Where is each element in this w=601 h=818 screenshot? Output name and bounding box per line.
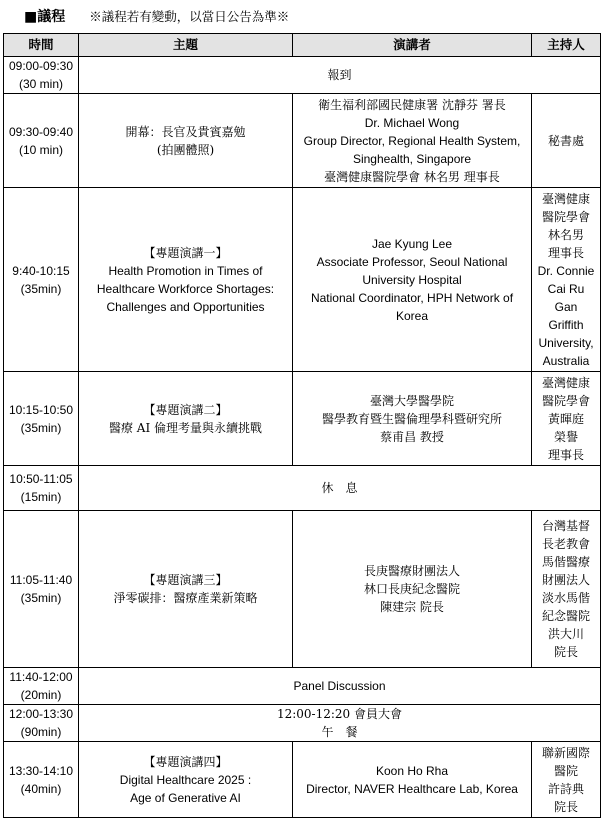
topic-cell-line: (拍團體照) [156,142,215,157]
topic-cell-line: 【專題演講一】 [143,245,228,260]
time-cell-line: (35min) [20,281,62,296]
merged-cell-line: Panel Discussion [293,679,386,693]
host-cell-line: 許詩典 [547,781,584,796]
time-cell-line: 11:05-11:40 [9,573,73,587]
time-cell [4,57,79,94]
host-cell-line: Griffith [548,317,584,332]
time-cell-line: 13:30-14:10 [8,763,74,778]
table-row [4,668,601,705]
topic-cell-line: 【專題演講四】 [143,754,228,769]
time-cell [4,511,79,668]
host-cell-line: 院長 [553,799,578,814]
topic-cell-line: Age of Generative AI [130,790,241,805]
time-cell [4,466,79,511]
host-cell-line: University, [538,335,594,350]
table-row [4,94,601,188]
host-cell-line: 洪大川 [547,627,584,641]
time-cell-line: 10:50-11:05 [9,472,73,486]
merged-cell [79,57,601,94]
table-row [4,188,601,372]
speaker-cell-line: 陳建宗 院長 [380,600,444,614]
agenda-title: ■議程 [24,9,66,25]
host-cell [532,742,601,818]
host-cell-line: 聯新國際 [541,745,590,760]
table-row [4,742,601,818]
merged-cell [79,705,601,742]
merged-cell [79,466,601,511]
topic-cell-line: Challenges and Opportunities [106,299,265,314]
host-cell-line: 臺灣健康 [541,375,590,390]
host-cell-line: 醫院學會 [541,209,590,224]
speaker-cell-line: 蔡甫昌 教授 [380,429,444,444]
host-cell-line: Australia [542,353,590,368]
time-cell-line: 12:00-13:30 [8,707,74,721]
column-header-topic: 主題 [79,34,293,57]
table-row [4,511,601,668]
host-cell-line: Gan [554,299,578,314]
host-cell-line: 林名男 [547,227,584,242]
host-cell-line: Cai Ru [547,281,585,296]
host-cell-line: 臺灣健康 [541,191,590,206]
agenda-note: ※議程若有變動，以當日公告為準※ [89,9,290,24]
host-cell-line: 馬偕醫療 [541,555,590,569]
speaker-cell-line: Director, NAVER Healthcare Lab, Korea [306,781,518,796]
time-cell-line: (15min) [20,490,62,504]
topic-cell [79,188,293,372]
host-cell [532,188,601,372]
topic-cell-line: 醫療 AI 倫理考量與永續挑戰 [108,420,263,435]
column-header-time: 時間 [4,34,79,57]
time-cell [4,188,79,372]
speaker-cell-line: Jae Kyung Lee [371,236,453,251]
topic-cell [79,511,293,668]
host-cell [532,94,601,188]
time-cell-line: (10 min) [18,142,63,157]
agenda-table [3,33,601,818]
time-cell [4,372,79,466]
speaker-cell-line: Korea [395,308,429,323]
host-cell-line: 理事長 [547,447,584,462]
time-cell [4,705,79,742]
speaker-cell-line: 臺灣健康醫院學會 林名男 理事長 [324,169,500,184]
table-row [4,372,601,466]
topic-cell [79,94,293,188]
time-cell [4,668,79,705]
host-cell-line: 台灣基督 [541,519,590,533]
time-cell-line: 11:40-12:00 [9,670,73,684]
speaker-cell-line: 長庚醫療財團法人 [363,564,460,578]
host-cell-line: 醫院 [553,763,578,778]
host-cell-line: 理事長 [547,245,584,260]
topic-cell-line: Health Promotion in Times of [108,263,263,278]
speaker-cell-line: 醫學教育暨生醫倫理學科暨研究所 [321,411,502,426]
time-cell-line: (35min) [20,420,62,435]
host-cell-line: 紀念醫院 [541,609,590,623]
topic-cell-line: Healthcare Workforce Shortages: [96,281,275,296]
merged-cell-line: 報到 [327,68,352,82]
speaker-cell [293,742,532,818]
host-cell-line: 秘書處 [547,133,584,148]
time-cell-line: 09:30-09:40 [8,124,74,139]
merged-cell-line: 休 息 [321,481,358,495]
topic-cell [79,372,293,466]
topic-cell-line: 【專題演講三】 [143,573,228,587]
agenda-heading [24,4,289,28]
time-cell-line: (90min) [20,725,62,739]
topic-cell-line: 淨零碳排：醫療產業新策略 [113,591,258,605]
time-cell-line: (35min) [20,591,62,605]
host-cell-line: 院長 [553,645,578,659]
time-cell-line: 10:15-10:50 [8,402,74,417]
topic-cell-line: Digital Healthcare 2025 : [119,772,252,787]
column-header-speaker: 演講者 [293,34,532,57]
speaker-cell-line: Group Director, Regional Health System, [303,133,521,148]
merged-cell-line: 12:00-12:20 會員大會 [276,707,403,721]
speaker-cell-line: Associate Professor, Seoul National [316,254,508,269]
host-cell-line: Dr. Connie [537,263,595,278]
merged-cell-line: 午 餐 [321,725,358,739]
speaker-cell-line: University Hospital [362,272,462,287]
host-cell-line: 榮譽 [553,429,578,444]
time-cell-line: (20min) [20,688,62,702]
agenda-body [4,57,601,818]
speaker-cell-line: 臺灣大學醫學院 [369,393,454,408]
speaker-cell [293,188,532,372]
speaker-cell-line: Singhealth, Singapore [352,151,472,166]
host-cell-line: 醫院學會 [541,393,590,408]
speaker-cell-line: 衛生福利部國民健康署 沈靜芬 署長 [318,97,506,112]
time-cell-line: 9:40-10:15 [12,263,70,278]
speaker-cell-line: Koon Ho Rha [375,763,449,778]
host-cell-line: 淡水馬偕 [541,591,590,605]
merged-cell [79,668,601,705]
host-cell [532,372,601,466]
table-row [4,57,601,94]
time-cell-line: 09:00-09:30 [8,59,74,73]
table-header-row [4,34,601,57]
speaker-cell-line: 林口長庚紀念醫院 [363,582,460,596]
topic-cell-line: 開幕：長官及貴賓嘉勉 [125,124,246,139]
host-cell-line: 黃暉庭 [547,411,584,426]
table-row [4,466,601,511]
topic-cell [79,742,293,818]
column-header-host: 主持人 [532,34,601,57]
time-cell-line: (30 min) [18,77,63,91]
speaker-cell-line: Dr. Michael Wong [364,115,460,130]
time-cell-line: (40min) [20,781,62,796]
speaker-cell [293,372,532,466]
speaker-cell-line: National Coordinator, HPH Network of [310,290,514,305]
host-cell-line: 長老教會 [541,537,590,551]
host-cell-line: 財團法人 [541,573,590,587]
speaker-cell [293,94,532,188]
time-cell [4,94,79,188]
topic-cell-line: 【專題演講二】 [143,402,228,417]
speaker-cell [293,511,532,668]
table-row [4,705,601,742]
host-cell [532,511,601,668]
time-cell [4,742,79,818]
